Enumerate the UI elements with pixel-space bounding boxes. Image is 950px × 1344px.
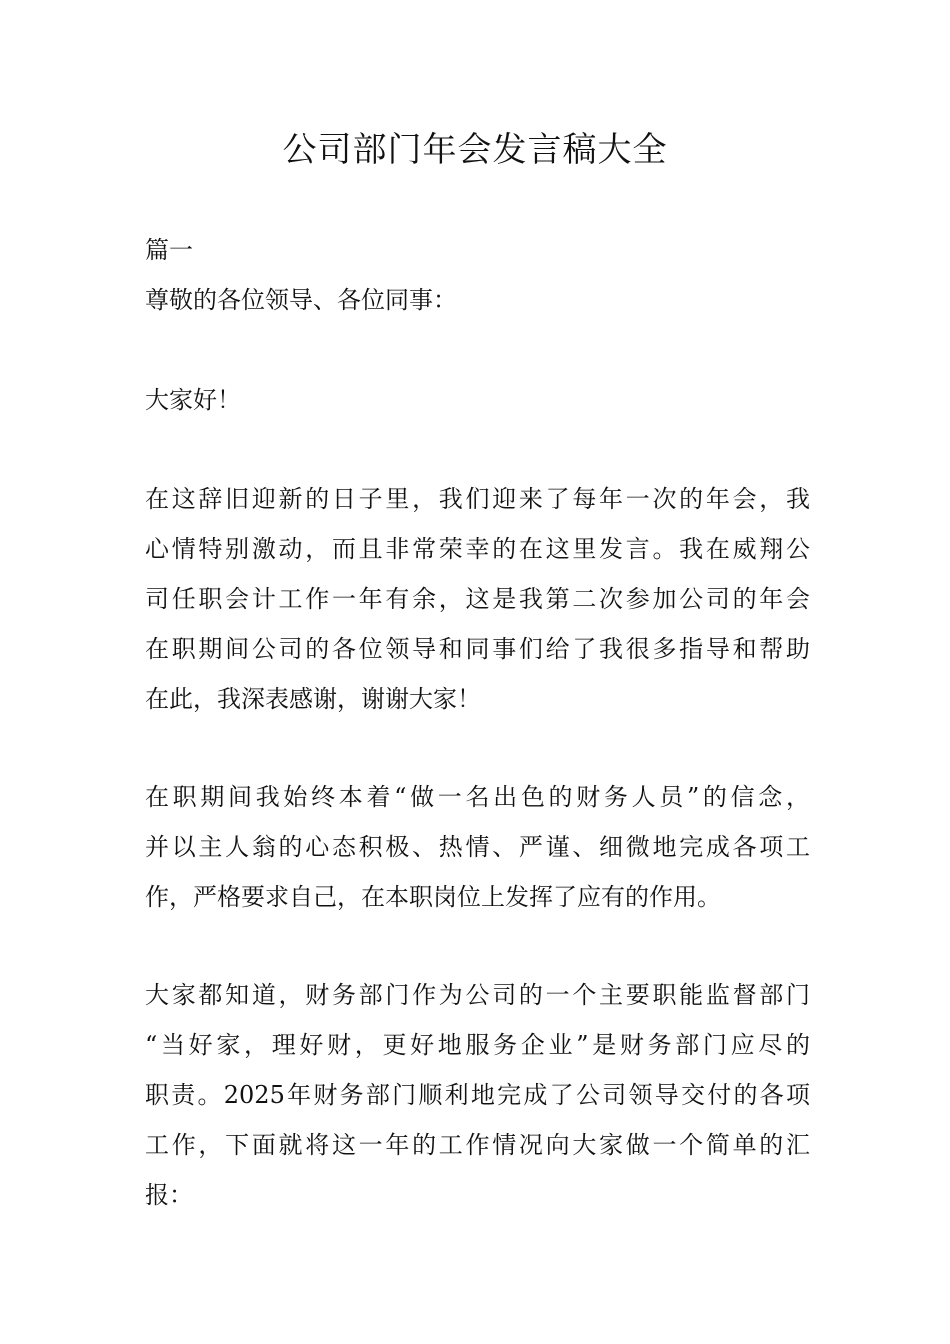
paragraph-line: 在此，我深表感谢，谢谢大家！ — [145, 685, 481, 713]
paragraph-line: 并以主人翁的心态积极、热情、严谨、细微地完成各项工 — [145, 833, 810, 861]
paragraph-line: 在这辞旧迎新的日子里，我们迎来了每年一次的年会，我 — [145, 485, 810, 513]
document-title: 公司部门年会发言稿大全 — [282, 130, 668, 170]
paragraph-line: 心情特别激动，而且非常荣幸的在这里发言。我在威翔公 — [145, 535, 810, 563]
paragraph-line: 职责。2025年财务部门顺利地完成了公司领导交付的各项 — [145, 1081, 810, 1109]
paragraph-line: 司任职会计工作一年有余，这是我第二次参加公司的年会 — [145, 585, 810, 613]
paragraph-line: 在职期间我始终本着“做一名出色的财务人员”的信念， — [145, 783, 810, 811]
greeting: 大家好！ — [145, 386, 241, 414]
section-heading: 篇一 — [145, 236, 193, 264]
paragraph-line: 工作，下面就将这一年的工作情况向大家做一个简单的汇 — [145, 1131, 810, 1159]
paragraph-line: 在职期间公司的各位领导和同事们给了我很多指导和帮助 — [145, 635, 810, 663]
paragraph-line: “当好家，理好财，更好地服务企业”是财务部门应尽的 — [145, 1031, 810, 1059]
paragraph-line: 报： — [145, 1181, 193, 1209]
salutation: 尊敬的各位领导、各位同事： — [145, 286, 457, 314]
paragraph-line: 作，严格要求自己，在本职岗位上发挥了应有的作用。 — [145, 883, 721, 911]
paragraph-line: 大家都知道，财务部门作为公司的一个主要职能监督部门 — [145, 981, 810, 1009]
